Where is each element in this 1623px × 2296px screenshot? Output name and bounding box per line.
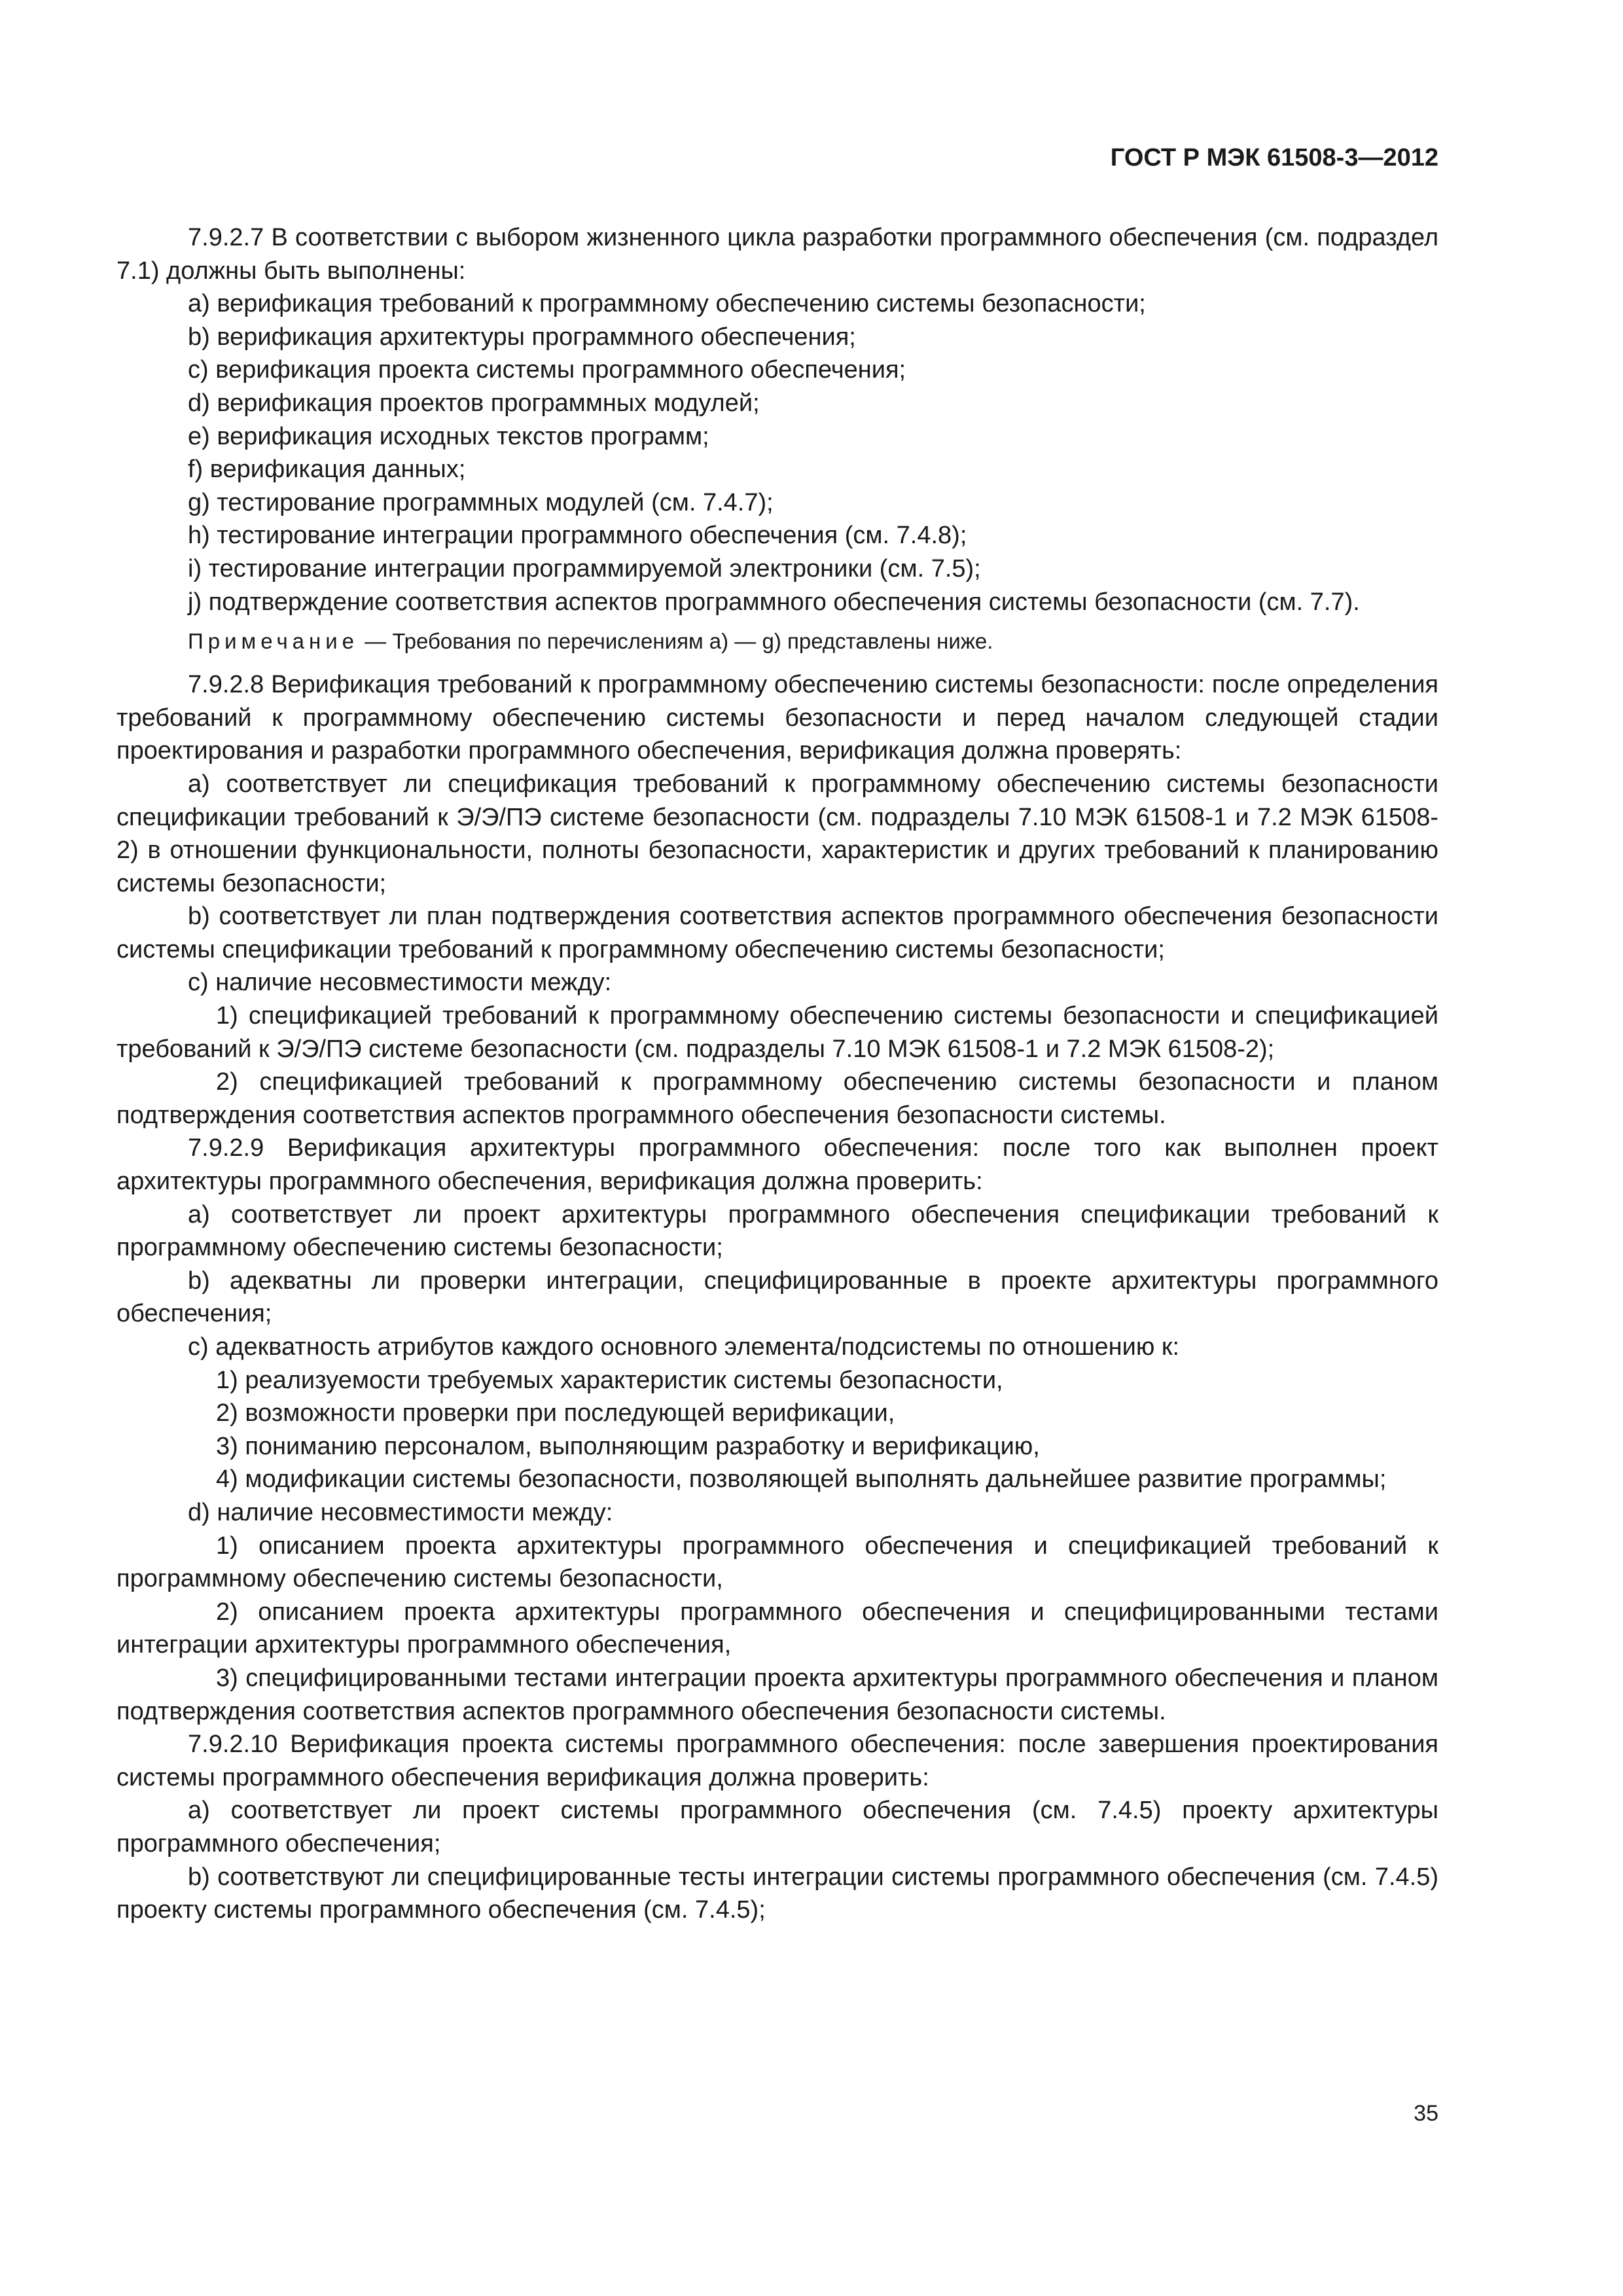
body-paragraph: h) тестирование интеграции программного обеспечения (см. 7.4.8); (188, 522, 967, 550)
body-paragraph: d) наличие несовместимости между: (188, 1498, 613, 1526)
body-paragraph: b) адекватны ли проверки интеграции, специфицированные в проекте архитектуры программного обеспечения; (116, 1266, 1438, 1328)
body-paragraph: 7.9.2.7 В соответствии с выбором жизненного цикла разработки программного обеспечения (см. подраздел 7.1) должны быть выполнены: (116, 224, 1438, 285)
body-paragraph: 1) описанием проекта архитектуры программного обеспечения и спецификацией требований к программному обеспечению системы безопасности, (116, 1532, 1438, 1593)
body-paragraph: 7.9.2.10 Верификация проекта системы программного обеспечения: после завершения проектирования системы программного обеспечения верификация должна проверить: (116, 1731, 1438, 1791)
note-paragraph (116, 624, 1438, 659)
body-paragraph: a) соответствует ли спецификация требований к программному обеспечению системы безопасности спецификации требований к Э/Э/ПЭ системе безопасности (см. подразделы 7.10 МЭК 61508-1 и 7.2 МЭК 61508-2) в отношении функциональности, полноты безопасности, характеристик и других требований к планированию системы безопасности; (116, 770, 1438, 897)
body-paragraph: 3) специфицированными тестами интеграции проекта архитектуры программного обеспечения и планом подтверждения соответствия аспектов программного обеспечения безопасности системы. (116, 1664, 1438, 1725)
body-paragraph: 1) реализуемости требуемых характеристик системы безопасности, (216, 1366, 1003, 1394)
body-paragraph: 2) спецификацией требований к программному обеспечению системы безопасности и планом подтверждения соответствия аспектов программного обеспечения безопасности системы. (116, 1068, 1438, 1129)
body-paragraph: j) подтверждение соответствия аспектов программного обеспечения системы безопасности (см. 7.7). (188, 588, 1360, 616)
body-paragraph: b) соответствует ли план подтверждения соответствия аспектов программного обеспечения безопасности системы спецификации требований к программному обеспечению системы безопасности; (116, 903, 1438, 963)
body-paragraph: 3) пониманию персоналом, выполняющим разработку и верификацию, (216, 1432, 1040, 1460)
body-paragraph: i) тестирование интеграции программируемой электроники (см. 7.5); (188, 554, 981, 583)
body-paragraph: a) верификация требований к программному обеспечению системы безопасности; (188, 290, 1146, 318)
body-paragraph: f) верификация данных; (188, 456, 466, 484)
body-paragraph: a) соответствует ли проект архитектуры программного обеспечения спецификации требований к программному обеспечению системы безопасности; (116, 1200, 1438, 1262)
body-paragraph: c) верификация проекта системы программного обеспечения; (188, 356, 906, 384)
body-paragraph: b) верификация архитектуры программного обеспечения; (188, 323, 856, 351)
page-number: 35 (1414, 2101, 1438, 2126)
document-body (116, 221, 1438, 1927)
body-paragraph: 4) модификации системы безопасности, позволяющей выполнять дальнейшее развитие программы; (216, 1465, 1387, 1494)
body-paragraph: b) соответствуют ли специфицированные тесты интеграции системы программного обеспечения (см. 7.4.5) проекту системы программного обеспечения (см. 7.4.5); (116, 1863, 1438, 1924)
body-paragraph: a) соответствует ли проект системы программного обеспечения (см. 7.4.5) проекту архитектуры программного обеспечения; (116, 1797, 1438, 1857)
body-paragraph: 7.9.2.9 Верификация архитектуры программного обеспечения: после того как выполнен проект архитектуры программного обеспечения, верификация должна проверить: (116, 1134, 1438, 1196)
body-paragraph: g) тестирование программных модулей (см. 7.4.7); (188, 488, 774, 516)
body-paragraph: d) верификация проектов программных модулей; (188, 389, 760, 417)
document-header: ГОСТ Р МЭК 61508-3—2012 (1110, 144, 1438, 171)
body-paragraph: c) адекватность атрибутов каждого основного элемента/подсистемы по отношению к: (188, 1333, 1180, 1361)
body-paragraph: c) наличие несовместимости между: (188, 969, 612, 997)
body-paragraph: 1) спецификацией требований к программному обеспечению системы безопасности и спецификацией требований к Э/Э/ПЭ системе безопасности (см. подразделы 7.10 МЭК 61508-1 и 7.2 МЭК 61508-2); (116, 1002, 1438, 1063)
body-paragraph: 7.9.2.8 Верификация требований к программному обеспечению системы безопасности: после определения требований к программному обеспечению системы безопасности и перед началом следующей стадии проектирования и разработки программного обеспечения, верификация должна проверять: (116, 671, 1438, 765)
note-text: — Требования по перечислениям a) — g) представлены ниже. (359, 629, 993, 654)
body-paragraph: e) верификация исходных текстов программ; (188, 422, 709, 450)
note-label: Примечание (188, 629, 359, 654)
body-paragraph: 2) возможности проверки при последующей верификации, (216, 1399, 895, 1427)
body-paragraph: 2) описанием проекта архитектуры программного обеспечения и специфицированными тестами интеграции архитектуры программного обеспечения, (116, 1598, 1438, 1659)
